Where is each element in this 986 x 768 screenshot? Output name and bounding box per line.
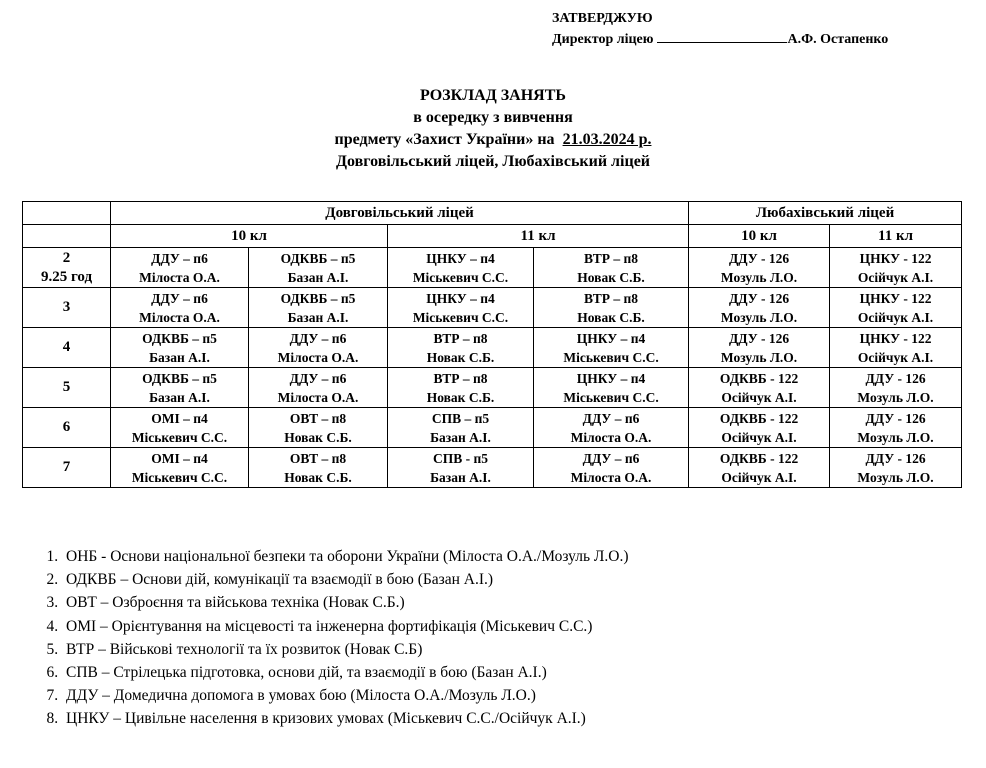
title-line-2: в осередку з вивчення (413, 109, 573, 126)
subject-room: ВТР – п8 (583, 290, 639, 306)
schedule-cell (111, 368, 249, 408)
teacher-name: Новак С.Б. (426, 389, 495, 405)
legend-item: 8. ЦНКУ – Цивільне населення в кризових умовах (Міськевич С.С./Осійчук А.І.) (62, 707, 962, 730)
school-header-liubakhivskyi: Любахівський ліцей (689, 202, 962, 225)
schedule-cell (534, 288, 689, 328)
subject-room: ЦНКУ - 122 (859, 250, 932, 266)
subject-room: СПВ - п5 (432, 450, 489, 466)
schedule-cell (830, 328, 962, 368)
school-header-row (23, 202, 962, 225)
schedule-cell (249, 248, 388, 288)
title-date: 21.03.2024 р. (562, 131, 652, 148)
teacher-name: Базан А.І. (149, 349, 210, 365)
schedule-cell (830, 368, 962, 408)
teacher-name: Мозуль Л.О. (857, 429, 934, 445)
subject-room: ДДУ - 126 (728, 250, 790, 266)
title-line-4: Довговільський ліцей, Любахівський ліцей (335, 153, 651, 170)
approval-position: Директор ліцею (552, 32, 654, 47)
subject-room: ОМІ – п4 (151, 410, 208, 426)
subject-room: ЦНКУ – п4 (426, 290, 495, 306)
lesson-number: 6 (62, 419, 71, 435)
teacher-name: Міськевич С.С. (131, 469, 228, 485)
schedule-cell (388, 448, 534, 488)
subject-room: ВТР – п8 (583, 250, 639, 266)
schedule-cell (689, 408, 830, 448)
subject-room: ДДУ – п6 (289, 370, 347, 386)
teacher-name: Мілоста О.А. (139, 269, 220, 285)
schedule-cell (689, 328, 830, 368)
title-line-3 (0, 129, 986, 151)
teacher-name: Мозуль Л.О. (857, 469, 934, 485)
schedule-cell (249, 408, 388, 448)
legend-item: 7. ДДУ – Домедична допомога в умовах бою (Мілоста О.А./Мозуль Л.О.) (62, 684, 962, 707)
teacher-name: Мілоста О.А. (277, 389, 359, 405)
subject-room: ДДУ - 126 (728, 290, 790, 306)
lesson-time: 9.25 год (40, 268, 93, 285)
schedule-cell (249, 288, 388, 328)
grade-header-row (23, 225, 962, 248)
schedule-cell (534, 448, 689, 488)
legend-item: 5. ВТР – Військові технології та їх розвиток (Новак С.Б) (62, 638, 962, 661)
schedule-cell (689, 448, 830, 488)
lesson-number: 3 (62, 299, 71, 315)
subject-room: ВТР – п8 (433, 370, 488, 386)
teacher-name: Міськевич С.С. (563, 349, 659, 365)
teacher-name: Новак С.Б. (426, 349, 495, 365)
subject-room: ОДКВБ - 122 (719, 450, 799, 466)
teacher-name: Міськевич С.С. (563, 389, 659, 405)
teacher-name: Міськевич С.С. (412, 309, 509, 325)
schedule-cell (830, 448, 962, 488)
corner-cell (23, 202, 111, 225)
teacher-name: Міськевич С.С. (412, 269, 509, 285)
schedule-cell (534, 248, 689, 288)
lesson-number-cell (23, 368, 111, 408)
lesson-number: 4 (62, 339, 71, 355)
schedule-cell (830, 248, 962, 288)
lesson-number: 5 (62, 379, 71, 395)
schedule-body (23, 248, 962, 488)
lesson-row (23, 328, 962, 368)
schedule-cell (388, 288, 534, 328)
subject-room: ДДУ – п6 (151, 250, 208, 266)
subject-room: ДДУ – п6 (151, 290, 208, 306)
signature-blank (657, 29, 787, 43)
approval-block (552, 8, 888, 50)
corner-cell (23, 225, 111, 248)
teacher-name: Базан А.І. (430, 469, 491, 485)
lesson-number-cell (23, 408, 111, 448)
teacher-name: Базан А.І. (149, 389, 210, 405)
schedule-cell (111, 328, 249, 368)
subject-room: ДДУ - 126 (728, 330, 790, 346)
schedule-cell (830, 288, 962, 328)
subject-room: ЦНКУ – п4 (576, 370, 646, 386)
subject-room: ОМІ – п4 (151, 450, 208, 466)
schedule-cell (534, 368, 689, 408)
lesson-number: 7 (62, 459, 71, 475)
subject-room: ОДКВБ – п5 (280, 250, 356, 266)
abbreviation-legend (40, 545, 962, 731)
subject-room: СПВ – п5 (431, 410, 490, 426)
teacher-name: Осійчук А.І. (721, 389, 797, 405)
schedule-cell (689, 368, 830, 408)
schedule-cell (534, 408, 689, 448)
schedule-cell (534, 328, 689, 368)
subject-room: ОВТ – п8 (289, 450, 347, 466)
teacher-name: Осійчук А.І. (857, 309, 934, 325)
subject-room: ДДУ – п6 (289, 330, 347, 346)
school-header-dovhovilskyi: Довговільський ліцей (111, 202, 689, 225)
grade-header: 11 кл (830, 225, 962, 248)
lesson-row (23, 288, 962, 328)
teacher-name: Новак С.Б. (577, 269, 645, 285)
approval-signature-line (552, 29, 888, 50)
subject-room: ЦНКУ – п4 (426, 250, 495, 266)
lesson-row (23, 248, 962, 288)
teacher-name: Мілоста О.А. (139, 309, 220, 325)
title-line-1: РОЗКЛАД ЗАНЯТЬ (420, 87, 566, 104)
subject-room: ДДУ - 126 (865, 410, 926, 426)
legend-item: 3. ОВТ – Озброєння та військова техніка (Новак С.Б.) (62, 591, 962, 614)
schedule-cell (249, 448, 388, 488)
grade-header: 10 кл (689, 225, 830, 248)
teacher-name: Міськевич С.С. (131, 429, 228, 445)
teacher-name: Новак С.Б. (284, 429, 352, 445)
subject-room: ДДУ - 126 (865, 370, 926, 386)
legend-item: 4. ОМІ – Орієнтування на місцевості та інженерна фортифікація (Міськевич С.С.) (62, 615, 962, 638)
subject-room: ОДКВБ – п5 (142, 330, 217, 346)
subject-room: ОДКВБ – п5 (280, 290, 356, 306)
schedule-cell (388, 248, 534, 288)
teacher-name: Базан А.І. (430, 429, 491, 445)
subject-room: ДДУ – п6 (582, 410, 640, 426)
schedule-cell (111, 248, 249, 288)
subject-room: ЦНКУ – п4 (576, 330, 646, 346)
subject-room: ВТР – п8 (433, 330, 488, 346)
lesson-number-cell (23, 448, 111, 488)
teacher-name: Новак С.Б. (284, 469, 352, 485)
lesson-number-cell (23, 328, 111, 368)
subject-room: ЦНКУ - 122 (859, 290, 932, 306)
teacher-name: Базан А.І. (287, 269, 349, 285)
legend-item: 1. ОНБ - Основи національної безпеки та оборони України (Мілоста О.А./Мозуль Л.О.) (62, 545, 962, 568)
approval-name: А.Ф. Остапенко (787, 32, 889, 47)
schedule-cell (689, 288, 830, 328)
schedule-table (22, 201, 962, 488)
subject-room: ОДКВБ – п5 (142, 370, 217, 386)
lesson-row (23, 368, 962, 408)
schedule-cell (111, 448, 249, 488)
teacher-name: Мілоста О.А. (277, 349, 359, 365)
subject-room: ЦНКУ - 122 (859, 330, 932, 346)
lesson-number-cell (23, 288, 111, 328)
grade-header: 10 кл (111, 225, 388, 248)
subject-room: ОДКВБ - 122 (719, 410, 799, 426)
lesson-row (23, 448, 962, 488)
schedule-cell (689, 248, 830, 288)
teacher-name: Осійчук А.І. (721, 469, 797, 485)
subject-room: ДДУ – п6 (582, 450, 640, 466)
schedule-cell (388, 368, 534, 408)
subject-room: ДДУ - 126 (865, 450, 926, 466)
teacher-name: Мозуль Л.О. (720, 269, 798, 285)
legend-item: 2. ОДКВБ – Основи дій, комунікації та взаємодії в бою (Базан А.І.) (62, 568, 962, 591)
approval-heading: ЗАТВЕРДЖУЮ (552, 11, 653, 26)
teacher-name: Базан А.І. (287, 309, 349, 325)
teacher-name: Мозуль Л.О. (720, 309, 798, 325)
teacher-name: Осійчук А.І. (857, 269, 934, 285)
schedule-cell (388, 408, 534, 448)
teacher-name: Осійчук А.І. (857, 349, 934, 365)
lesson-number: 2 (62, 249, 71, 266)
schedule-cell (249, 368, 388, 408)
grade-header: 11 кл (388, 225, 689, 248)
title-subject: предмету «Захист України» на (334, 131, 555, 148)
schedule-cell (388, 328, 534, 368)
lesson-number-cell (23, 248, 111, 288)
teacher-name: Мілоста О.А. (570, 429, 652, 445)
schedule-cell (830, 408, 962, 448)
teacher-name: Мілоста О.А. (570, 469, 652, 485)
schedule-cell (249, 328, 388, 368)
schedule-cell (111, 408, 249, 448)
lesson-row (23, 408, 962, 448)
subject-room: ОВТ – п8 (289, 410, 347, 426)
teacher-name: Новак С.Б. (577, 309, 645, 325)
teacher-name: Мозуль Л.О. (720, 349, 798, 365)
subject-room: ОДКВБ - 122 (719, 370, 799, 386)
document-title (0, 85, 986, 173)
schedule-cell (111, 288, 249, 328)
teacher-name: Осійчук А.І. (721, 429, 797, 445)
teacher-name: Мозуль Л.О. (857, 389, 934, 405)
legend-item: 6. СПВ – Стрілецька підготовка, основи дій, та взаємодії в бою (Базан А.І.) (62, 661, 962, 684)
